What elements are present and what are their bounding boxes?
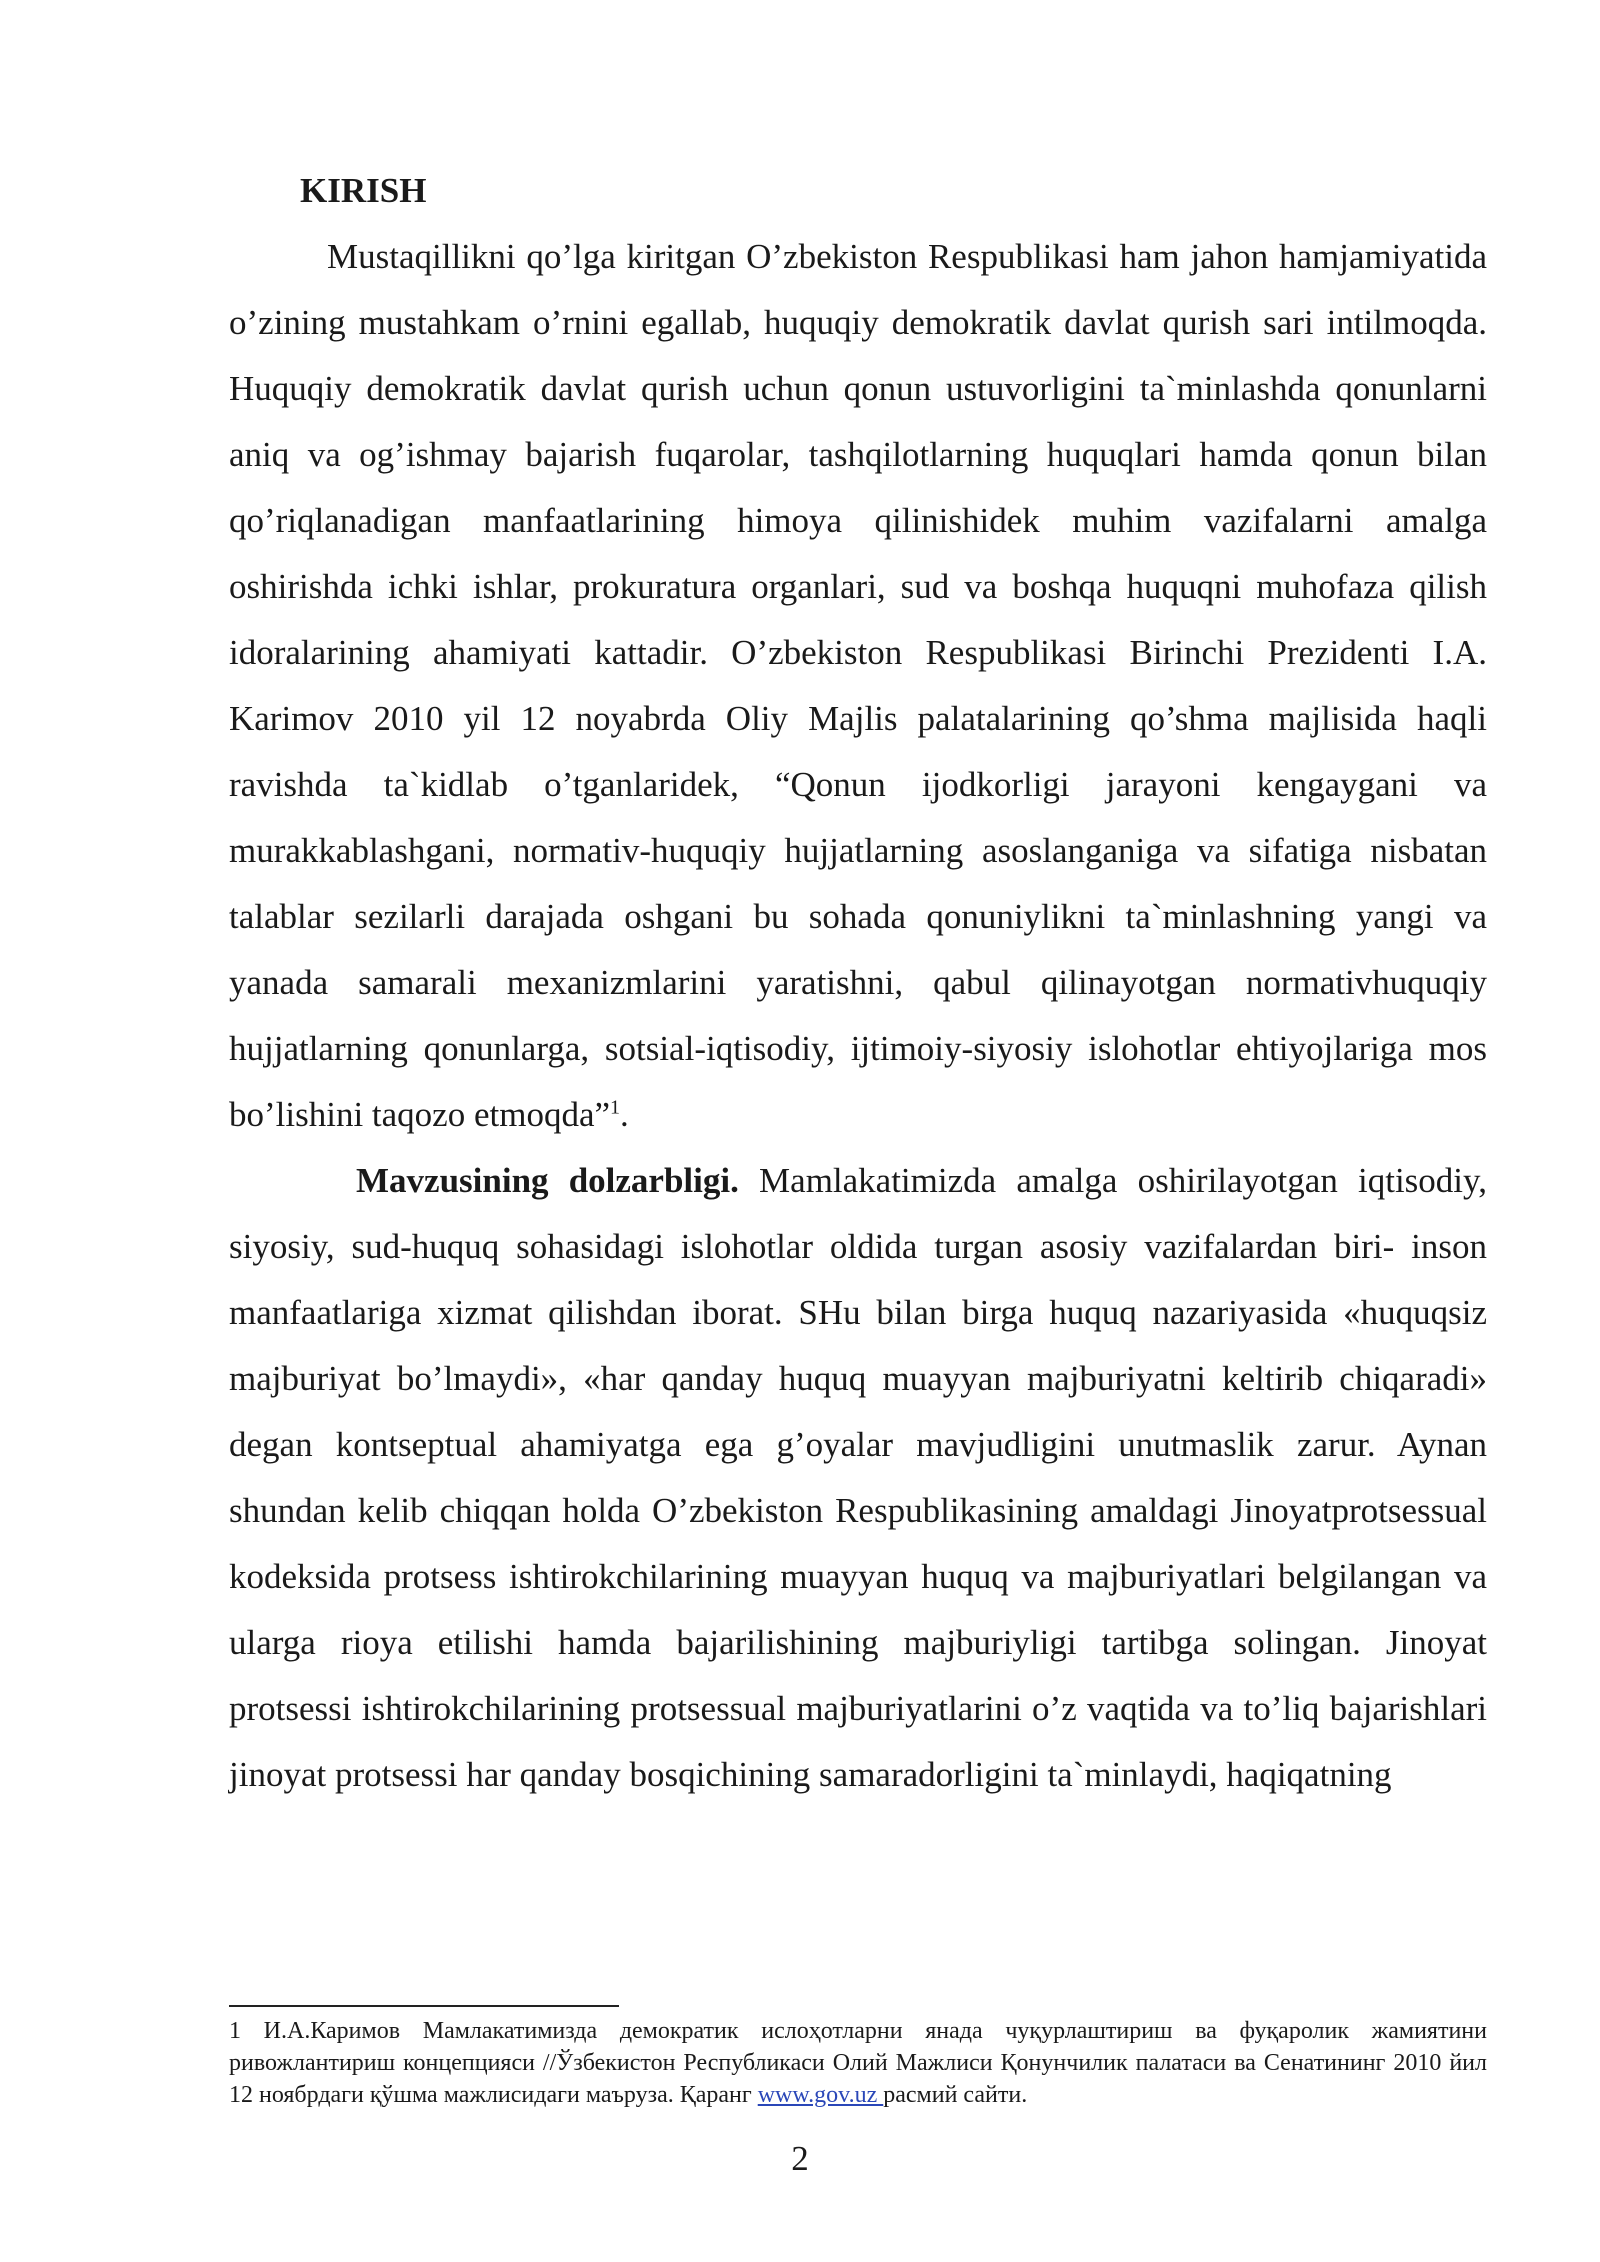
footnote-text: 1 И.А.Каримов Мамлакатимизда демократик ислоҳотларни янада чуқурлаштириш ва фуқаролик жамиятини ривожлантириш концепцияси //Ўзбекистон Республикаси Олий Мажлиси Қонунчилик палатаси ва Сенатининг 2010 йил 12 ноябрдаги қўшма мажлисидаги маъруза. Қаранг	[229, 2018, 1487, 2108]
page-body	[229, 158, 1487, 1808]
footnote-tail: расмий сайти.	[883, 2082, 1028, 2108]
relevance-paragraph	[229, 1148, 1487, 1808]
intro-paragraph-end: .	[620, 1095, 629, 1134]
footnote-reference[interactable]: 1	[610, 1096, 621, 1119]
intro-paragraph	[229, 224, 1487, 1148]
section-heading: KIRISH	[300, 171, 427, 210]
relevance-heading: Mavzusining dolzarbligi.	[356, 1161, 739, 1200]
footnote	[229, 2015, 1487, 2111]
footnote-link[interactable]: www.gov.uz	[757, 2082, 884, 2108]
footnote-separator	[229, 2005, 619, 2007]
intro-paragraph-text: Mustaqillikni qo’lga kiritgan O’zbekiston Respublikasi ham jahon hamjamiyatida o’zining mustahkam o’rnini egallab, huquqiy demokratik davlat qurish sari intilmoqda. Huquqiy demokratik davlat qurish uchun qonun ustuvorligini ta`minlashda qonunlarni aniq va og’ishmay bajarish fuqarolar, tashqilotlarning huquqlari hamda qonun bilan qo’riqlanadigan manfaatlarining himoya qilinishidek muhim vazifalarni amalga oshirishda ichki ishlar, prokuratura organlari, sud va boshqa huquqni muhofaza qilish idoralarining ahamiyati kattadir. O’zbekiston Respublikasi Birinchi Prezidenti I.A. Karimov 2010 yil 12 noyabrda Oliy Majlis palatalarining qo’shma majlisida haqli ravishda ta`kidlab o’tganlaridek, “Qonun ijodkorligi jarayoni kengaygani va murakkablashgani, normativ-huquqiy hujjatlarning asoslanganiga va sifatiga nisbatan talablar sezilarli darajada oshgani bu sohada qonuniylikni ta`minlashning yangi va yanada samarali mexanizmlarini yaratishni, qabul qilinayotgan normativhuquqiy hujjatlarning qonunlarga, sotsial-iqtisodiy, ijtimoiy-siyosiy islohotlar ehtiyojlariga mos bo’lishini taqozo etmoqda”	[229, 237, 1487, 1134]
page-number: 2	[791, 2139, 809, 2178]
relevance-paragraph-text: Mamlakatimizda amalga oshirilayotgan iqtisodiy, siyosiy, sud-huquq sohasidagi islohotlar oldida turgan asosiy vazifalardan biri- inson manfaatlariga xizmat qilishdan iborat. SHu bilan birga huquq nazariyasida «huquqsiz majburiyat bo’lmaydi», «har qanday huquq muayyan majburiyatni keltirib chiqaradi» degan kontseptual ahamiyatga ega g’oyalar mavjudligini unutmaslik zarur. Aynan shundan kelib chiqqan holda O’zbekiston Respublikasining amaldagi Jinoyatprotsessual kodeksida protsess ishtirokchilarining muayyan huquq va majburiyatlari belgilangan va ularga rioya etilishi hamda bajarilishining majburiyligi tartibga solingan. Jinoyat protsessi ishtirokchilarining protsessual majburiyatlarini o’z vaqtida va to’liq bajarishlari jinoyat protsessi har qanday bosqichining samaradorligini ta`minlaydi, haqiqatning	[229, 1161, 1487, 1794]
